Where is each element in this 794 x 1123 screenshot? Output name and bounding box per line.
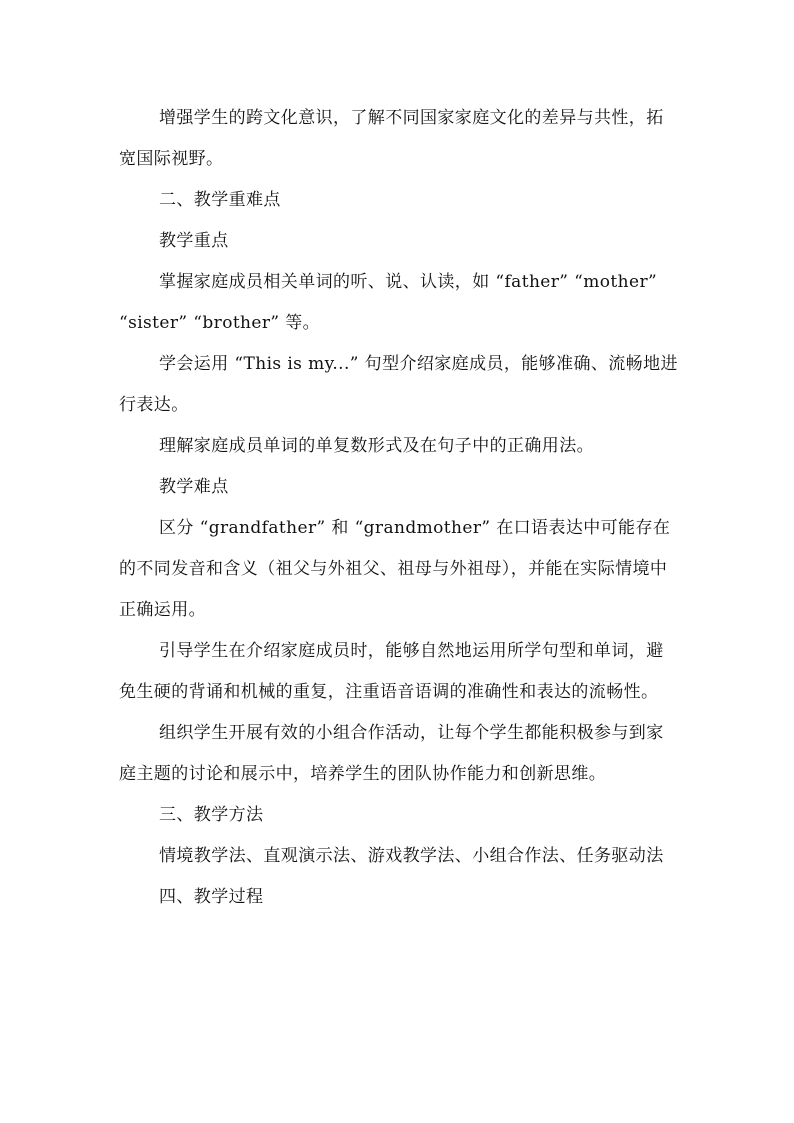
teaching-methods-paragraph: 情境教学法、直观演示法、游戏教学法、小组合作法、任务驱动法 [159,846,664,866]
section-heading-key-difficult-points: 二、教学重难点 [159,190,281,210]
difficult-point-grandparents: 区分 “grandfather” 和 “grandmother” 在口语表达中可能存在的不同发音和含义（祖父与外祖父、祖母与外祖母），并能在实际情境中正确运用。 [119,518,671,620]
section-heading-teaching-methods: 三、教学方法 [159,805,264,825]
document-body [119,98,679,918]
difficult-point-group-work: 组织学生开展有效的小组合作活动，让每个学生都能积极参与到家庭主题的讨论和展示中，培养学生的团队协作能力和创新思维。 [119,723,664,784]
key-point-vocabulary: 掌握家庭成员相关单词的听、说、认读，如 “father” “mother” “sister” “brother” 等。 [119,272,658,333]
objective-paragraph: 增强学生的跨文化意识，了解不同国家家庭文化的差异与共性，拓宽国际视野。 [119,108,664,169]
key-point-sentence-pattern: 学会运用 “This is my...” 句型介绍家庭成员，能够准确、流畅地进行表达。 [119,354,678,415]
section-heading-teaching-process: 四、教学过程 [159,887,264,907]
key-point-singular-plural: 理解家庭成员单词的单复数形式及在句子中的正确用法。 [159,436,594,456]
difficult-point-natural-expression: 引导学生在介绍家庭成员时，能够自然地运用所学句型和单词，避免生硬的背诵和机械的重复，注重语音语调的准确性和表达的流畅性。 [119,641,664,702]
subheading-key-points: 教学重点 [159,231,229,251]
subheading-difficult-points: 教学难点 [159,477,229,497]
